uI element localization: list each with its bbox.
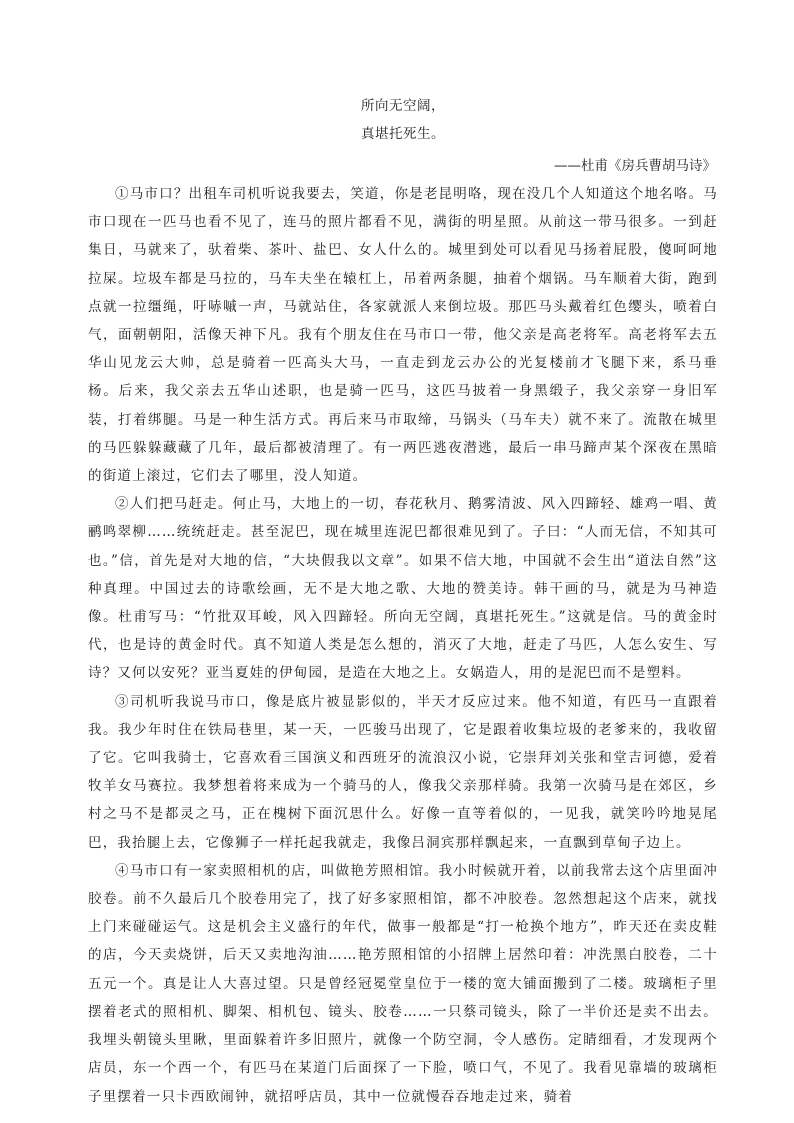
epigraph-line-2: 真堪托死生。 (361, 126, 445, 142)
paragraph-1: ①马市口？出租车司机听说我要去，笑道，你是老昆明咯，现在没几个人知道这个地名咯。马市口现在一匹马也看不见了，连马的照片都看不见，满街的明星照。从前这一带马很多。一到赶集日，马就来了，驮着柴、茶叶、盐巴、女人什么的。城里到处可以看见马扬着屁股，傻呵呵地拉屎。垃圾车都是马拉的，马车夫坐在辕杠上，吊着两条腿，抽着个烟锅。马车顺着大街，跑到点就一拉缰绳，吁哧嘁一声，马就站住，各家就派人来倒垃圾。那匹马头戴着红色缨头，喷着白气，面朝朝阳，活像天神下凡。我有个朋友住在马市口一带，他父亲是高老将军。高老将军去五华山见龙云大帅，总是骑着一匹高头大马，一直走到龙云办公的光复楼前才飞腿下来，系马垂杨。后来，我父亲去五华山述职，也是骑一匹马，这匹马披着一身黑缎子，我父亲穿一身旧军装，打着绑腿。马是一种生活方式。再后来马市取缔，马锅头（马车夫）就不来了。流散在城里的马匹躲躲藏藏了几年，最后都被清理了。有一两匹逃夜潜逃，最后一串马蹄声某个深夜在黑暗的街道上滚过，它们去了哪里，没人知道。 (88, 186, 718, 485)
document-page (88, 92, 718, 1111)
paragraph-3: ③司机听我说马市口，像是底片被显影似的，半天才反应过来。他不知道，有匹马一直跟着我。我少年时住在铁局巷里，某一天，一匹骏马出现了，它是跟着收集垃圾的老爹来的，我收留了它。它叫我骑士，它喜欢看三国演义和西班牙的流浪汉小说，它崇拜刘关张和堂吉诃德，爱着牧羊女马赛拉。我梦想着将来成为一个骑马的人，像我父亲那样骑。我第一次骑马是在郊区，乡村之马不是都灵之马，正在槐树下面沉思什么。好像一直等着似的，一见我，就笑吟吟地晃尾巴，我抬腿上去，它像狮子一样托起我就走，我像吕洞宾那样飘起来，一直飘到草甸子边上。 (88, 693, 718, 851)
paragraph-4: ④马市口有一家卖照相机的店，叫做艳芳照相馆。我小时候就开着，以前我常去这个店里面冲胶卷。前不久最后几个胶卷用完了，找了好多家照相馆，都不冲胶卷。忽然想起这个店来，就找上门来碰碰运气。这是机会主义盛行的年代，做事一般都是“打一枪换个地方”，昨天还在卖皮鞋的店，今天卖烧饼，后天又卖地沟油……艳芳照相馆的小招牌上居然印着：冲洗黑白胶卷，二十五元一个。真是让人大喜过望。只是曾经冠冕堂皇位于一楼的宽大铺面搬到了二楼。玻璃柜子里摆着老式的照相机、脚架、相机包、镜头、胶卷……一只蔡司镜头，除了一半价还是卖不出去。我埋头朝镜头里瞅，里面躲着许多旧照片，就像一个防空洞，令人感伤。定睛细看，才发现两个店员，东一个西一个，有匹马在某道门后面探了一下脸，喷口气，不见了。我看见靠墙的玻璃柜子里摆着一只卡西欧闹钟，就招呼店员，其中一位就慢吞吞地走过来，骑着 (88, 862, 718, 1105)
epigraph-attribution: ——杜甫《房兵曹胡马诗》 (554, 158, 716, 174)
paragraph-2: ②人们把马赶走。何止马，大地上的一切，春花秋月、鹅雾清波、风入四蹄轻、雄鸡一唱、黄鹂鸣翠柳……统统赶走。甚至泥巴，现在城里连泥巴都很难见到了。子曰：“人而无信，不知其可也。”信，首先是对大地的信，“大块假我以文章”。如果不信大地，中国就不会生出“道法自然”这种真理。中国过去的诗歌绘画，无不是大地之歌、大地的赞美诗。韩干画的马，就是为马神造像。杜甫写马：“竹批双耳峻，风入四蹄轻。所向无空阔，真堪托死生。”这就是信。马的黄金时代，也是诗的黄金时代。真不知道人类是怎么想的，消灭了大地，赶走了马匹，人怎么安生、写诗？又何以安死？亚当夏娃的伊甸园，是造在大地之上。女娲造人，用的是泥巴而不是塑料。 (88, 496, 718, 682)
epigraph-line-1: 所向无空阔， (361, 98, 445, 114)
epigraph-poem (88, 92, 718, 148)
